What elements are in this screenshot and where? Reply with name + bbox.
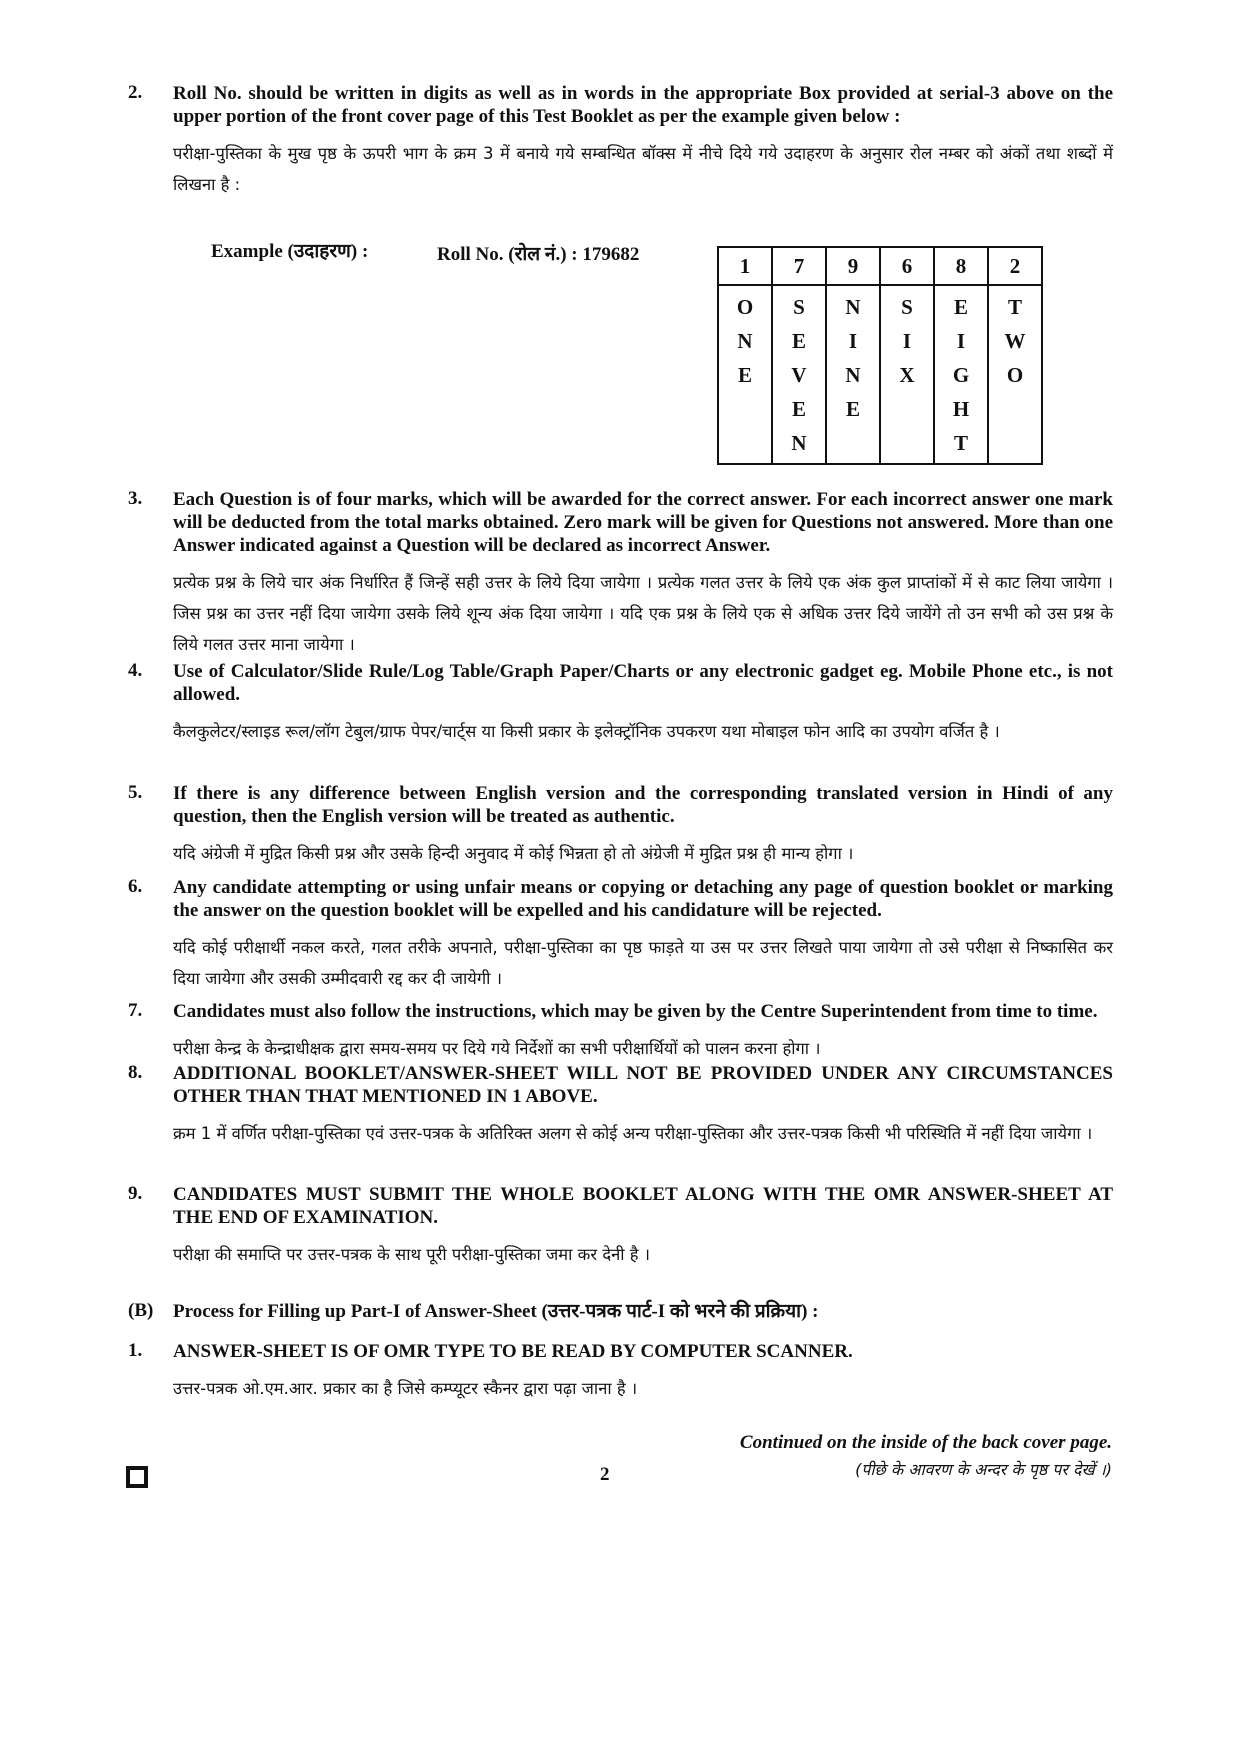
instruction-9 [128, 1183, 1113, 1270]
letter: T [1007, 295, 1022, 319]
instruction-number: 4. [128, 660, 143, 681]
section-title: Process for Filling up Part-I of Answer-Sheet (उत्तर-पत्रक पार्ट-I को भरने की प्रक्रिया) : [173, 1301, 819, 1322]
instruction-number: 7. [128, 1000, 143, 1021]
instruction-hindi: क्रम 1 में वर्णित परीक्षा-पुस्तिका एवं उत्तर-पत्रक के अतिरिक्त अलग से कोई अन्य परीक्षा-पुस्तिका और उत्तर-पत्रक किसी भी परिस्थिति में नहीं दिया जायेगा । [173, 1124, 1093, 1143]
digit-cell: 7 [772, 247, 826, 285]
instruction-8 [128, 1062, 1113, 1149]
word-cell-nine [826, 285, 880, 464]
instruction-english: ADDITIONAL BOOKLET/ANSWER-SHEET WILL NOT BE PROVIDED UNDER ANY CIRCUMSTANCES OTHER THAN THAT MENTIONED IN 1 ABOVE. [173, 1063, 1113, 1107]
letter: I [848, 329, 858, 353]
word-cell-seven [772, 285, 826, 464]
word-cell-six [880, 285, 934, 464]
letter: I [902, 329, 912, 353]
instruction-number: 5. [128, 782, 143, 803]
letter: I [956, 329, 966, 353]
instruction-english: Use of Calculator/Slide Rule/Log Table/Graph Paper/Charts or any electronic gadget eg. Mobile Phone etc., is not allowed. [173, 661, 1113, 705]
instruction-hindi: उत्तर-पत्रक ओ.एम.आर. प्रकार का है जिसे कम्प्यूटर स्कैनर द्वारा पढ़ा जाना है । [173, 1379, 638, 1398]
word-cell-two [988, 285, 1042, 464]
letter: N [791, 431, 807, 455]
letter: W [1004, 329, 1026, 353]
letter: H [952, 397, 970, 421]
instruction-english: If there is any difference between English version and the corresponding translated version in Hindi of any question, then the English version will be treated as authentic. [173, 783, 1113, 827]
corner-marker [126, 1466, 148, 1488]
continued-note [740, 1432, 1112, 1480]
instruction-4 [128, 660, 1113, 747]
instruction-number: 8. [128, 1062, 143, 1083]
roll-number-label: Roll No. (रोल नं.) : 179682 [437, 244, 640, 265]
instruction-english: Roll No. should be written in digits as well as in words in the appropriate Box provided at serial-3 above on the upper portion of the front cover page of this Test Booklet as per the example given below : [173, 83, 1113, 127]
instruction-number: 2. [128, 82, 143, 103]
example-label: Example (उदाहरण) : [211, 241, 369, 262]
instruction-hindi: परीक्षा केन्द्र के केन्द्राधीक्षक द्वारा समय-समय पर दिये गये निर्देशों का सभी परीक्षार्थियों को पालन करना होगा । [173, 1039, 821, 1058]
instruction-3 [128, 488, 1113, 660]
instruction-7 [128, 1000, 1113, 1064]
section-b-item-1 [128, 1340, 1113, 1404]
instruction-number: 6. [128, 876, 143, 897]
instruction-hindi: यदि अंग्रेजी में मुद्रित किसी प्रश्न और उसके हिन्दी अनुवाद में कोई भिन्नता हो तो अंग्रेजी में मुद्रित प्रश्न ही मान्य होगा । [173, 844, 854, 863]
letter: E [845, 397, 860, 421]
letter: S [793, 295, 805, 319]
digit-cell: 9 [826, 247, 880, 285]
instruction-number: 3. [128, 488, 143, 509]
word-cell-one [718, 285, 772, 464]
instruction-english: Each Question is of four marks, which will be awarded for the correct answer. For each incorrect answer one mark will be deducted from the total marks obtained. Zero mark will be given for Questions not answered. More than one Answer indicated against a Question will be declared as incorrect Answer. [173, 489, 1113, 556]
letter: E [737, 363, 752, 387]
letter: E [791, 329, 806, 353]
word-cell-eight [934, 285, 988, 464]
section-b-heading [128, 1300, 1113, 1323]
letter: G [952, 363, 970, 387]
instruction-english: CANDIDATES MUST SUBMIT THE WHOLE BOOKLET ALONG WITH THE OMR ANSWER-SHEET AT THE END OF EXAMINATION. [173, 1184, 1113, 1228]
digit-cell: 8 [934, 247, 988, 285]
continued-hindi: (पीछे के आवरण के अन्दर के पृष्ठ पर देखें ।) [855, 1460, 1112, 1479]
instruction-number: 9. [128, 1183, 143, 1204]
instruction-hindi: परीक्षा-पुस्तिका के मुख पृष्ठ के ऊपरी भाग के क्रम 3 में बनाये गये सम्बन्धित बॉक्स में नीचे दिये गये उदाहरण के अनुसार रोल नम्बर को अंकों तथा शब्दों में लिखना है : [173, 144, 1113, 194]
instruction-hindi: यदि कोई परीक्षार्थी नकल करते, गलत तरीके अपनाते, परीक्षा-पुस्तिका का पृष्ठ फाड़ते या उस पर उत्तर लिखते पाया जायेगा तो उसे परीक्षा से निष्कासित कर दिया जायेगा और उसकी उम्मीदवारी रद्द कर दी जायेगी । [173, 938, 1113, 988]
page-number: 2 [600, 1464, 610, 1485]
digit-cell: 6 [880, 247, 934, 285]
continued-english: Continued on the inside of the back cover page. [739, 1432, 1112, 1453]
roll-number-example-grid [717, 246, 1043, 465]
instruction-hindi: कैलकुलेटर/स्लाइड रूल/लॉग टेबुल/ग्राफ पेपर/चार्ट्स या किसी प्रकार के इलेक्ट्रॉनिक उपकरण यथा मोबाइल फोन आदि का उपयोग वर्जित है । [173, 722, 1000, 741]
letter: S [901, 295, 913, 319]
letter: T [953, 431, 968, 455]
instruction-english: ANSWER-SHEET IS OF OMR TYPE TO BE READ BY COMPUTER SCANNER. [173, 1341, 853, 1362]
instruction-5 [128, 782, 1113, 869]
instruction-hindi: परीक्षा की समाप्ति पर उत्तर-पत्रक के साथ पूरी परीक्षा-पुस्तिका जमा कर देनी है । [173, 1245, 651, 1264]
letter: X [899, 363, 915, 387]
section-tag: (B) [128, 1300, 154, 1321]
instruction-6 [128, 876, 1113, 994]
letter: O [736, 295, 754, 319]
instruction-english: Any candidate attempting or using unfair means or copying or detaching any page of question booklet or marking the answer on the question booklet will be expelled and his candidature will be rejected. [173, 877, 1113, 921]
digit-cell: 1 [718, 247, 772, 285]
letter: N [845, 363, 861, 387]
letter: V [791, 363, 807, 387]
letter: O [1006, 363, 1024, 387]
letter: N [845, 295, 861, 319]
letter: N [737, 329, 753, 353]
letter: E [791, 397, 806, 421]
letter: E [953, 295, 968, 319]
instruction-english: Candidates must also follow the instructions, which may be given by the Centre Superintendent from time to time. [173, 1001, 1098, 1022]
instruction-hindi: प्रत्येक प्रश्न के लिये चार अंक निर्धारित हैं जिन्हें सही उत्तर के लिये दिया जायेगा । प्रत्येक गलत उत्तर के लिये एक अंक कुल प्राप्तांकों में से काट लिया जायेगा । जिस प्रश्न का उत्तर नहीं दिया जायेगा उसके लिये शून्य अंक दिया जायेगा । यदि एक प्रश्न के लिये एक से अधिक उत्तर दिये जायेंगे तो उन सभी को उस प्रश्न के लिये गलत उत्तर माना जायेगा । [173, 573, 1113, 654]
instruction-number: 1. [128, 1340, 143, 1361]
instruction-2 [128, 82, 1113, 200]
digit-cell: 2 [988, 247, 1042, 285]
